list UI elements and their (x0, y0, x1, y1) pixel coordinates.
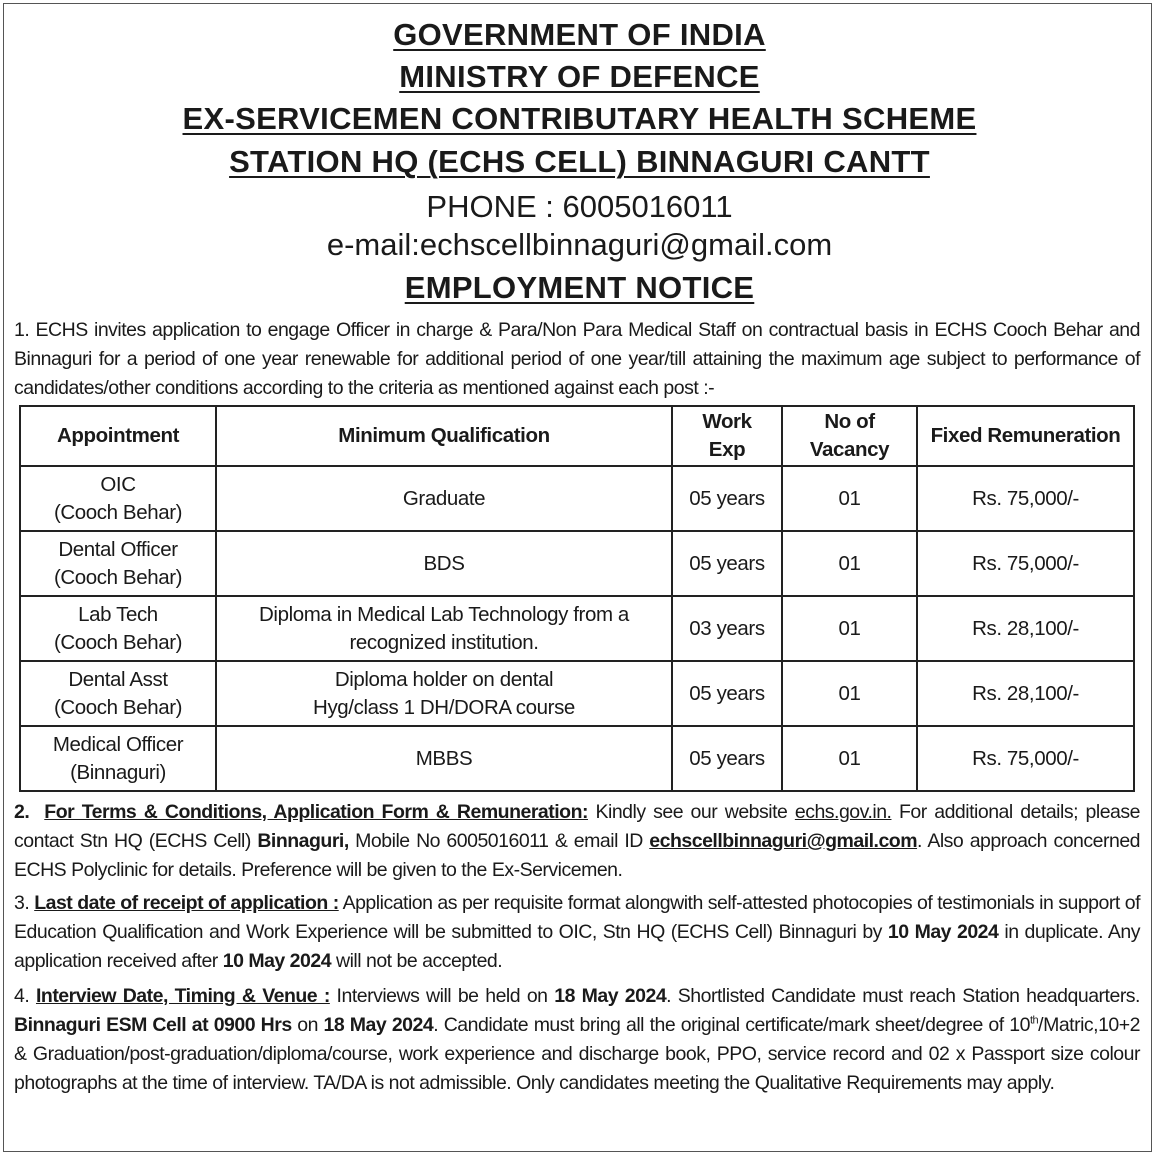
post-name: Dental Officer (58, 537, 178, 561)
col-work-exp-line2: Exp (708, 438, 746, 461)
cell-appointment (20, 661, 216, 726)
table-row (20, 726, 1134, 791)
qualification-line1: Diploma in Medical Lab Technology from a (259, 602, 629, 626)
para2-text-4: . Also approach concerned ECHS Polyclinic for details. Preference will be given to the Ex-Servicemen. (14, 830, 1141, 881)
post-location: (Cooch Behar) (53, 630, 183, 654)
para4-text-5: /Matric,10+2 & Graduation/post-graduation/diploma/course, work experience and discharge book, PPO, service record and 02 x Passport size colour photographs at the time of interview. TA/DA is not admissible. Only candidates meeting the Qualitative Requirements may apply. (14, 1014, 1140, 1094)
cell-remuneration: Rs. 75,000/- (917, 726, 1134, 791)
col-qualification: Minimum Qualification (216, 406, 672, 466)
cell-work-exp: 05 years (672, 531, 782, 596)
table-row (20, 596, 1134, 661)
cell-qualification (216, 531, 672, 596)
superscript-th: th (1029, 1014, 1039, 1027)
qualification-line2: Hyg/class 1 DH/DORA course (313, 695, 575, 719)
qualification-line1: Diploma holder on dental (334, 667, 554, 691)
table-row (20, 466, 1134, 531)
interview-date-1: 18 May 2024 (554, 985, 667, 1007)
para2-text-3: Mobile No 6005016011 & email ID (348, 830, 650, 852)
cell-vacancy: 01 (782, 466, 917, 531)
cell-vacancy: 01 (782, 661, 917, 726)
header-government: GOVERNMENT OF INDIA (393, 17, 766, 52)
post-name: Medical Officer (52, 732, 184, 756)
para3-text-3: will not be accepted. (331, 950, 503, 972)
post-name: Dental Asst (68, 667, 168, 691)
para4-text-2: . Shortlisted Candidate must reach Station headquarters. (666, 985, 1140, 1007)
interview-venue: Binnaguri ESM Cell at 0900 Hrs (14, 1014, 292, 1036)
header-scheme: EX-SERVICEMEN CONTRIBUTARY HEALTH SCHEME (182, 101, 977, 136)
para3-number: 3. (14, 892, 35, 914)
para4-number: 4. (14, 985, 36, 1007)
post-name: OIC (100, 472, 136, 496)
para2-number: 2. (14, 801, 30, 823)
cell-vacancy: 01 (782, 596, 917, 661)
post-location: (Binnaguri) (70, 760, 166, 784)
para4-text-4: . Candidate must bring all the original certificate/mark sheet/degree of 10 (433, 1014, 1030, 1036)
qualification-line1: MBBS (415, 746, 473, 770)
vacancy-table (19, 405, 1135, 792)
cell-vacancy: 01 (782, 726, 917, 791)
para3-text-1: Application as per requisite format alongwith self-attested photocopies of testimonials in support of Education Qualification and Work Experience will be submitted to OIC, Stn HQ (ECHS Cell) Binnaguri by (14, 892, 1140, 943)
cell-qualification (216, 726, 672, 791)
col-vacancy (782, 406, 917, 466)
cell-vacancy: 01 (782, 531, 917, 596)
cell-qualification (216, 596, 672, 661)
para4-heading: Interview Date, Timing & Venue : (35, 985, 330, 1007)
cell-qualification (216, 466, 672, 531)
cell-remuneration: Rs. 28,100/- (917, 661, 1134, 726)
header-station: STATION HQ (ECHS CELL) BINNAGURI CANTT (229, 144, 930, 179)
cell-work-exp: 03 years (672, 596, 782, 661)
website-link[interactable]: echs.gov.in. (794, 801, 892, 823)
table-header-row (20, 406, 1134, 466)
qualification-line1: BDS (423, 551, 465, 575)
table-row (20, 531, 1134, 596)
col-vacancy-line1: No of (824, 410, 875, 433)
post-location: (Cooch Behar) (53, 500, 183, 524)
notice-title: EMPLOYMENT NOTICE (404, 270, 755, 305)
cell-appointment (20, 531, 216, 596)
cell-remuneration: Rs. 75,000/- (917, 531, 1134, 596)
paragraph-2 (14, 798, 1140, 885)
post-location: (Cooch Behar) (53, 565, 183, 589)
col-remuneration: Fixed Remuneration (917, 406, 1134, 466)
para2-text-2: For additional details; please contact Stn HQ (ECHS Cell) (14, 801, 1140, 852)
header-ministry: MINISTRY OF DEFENCE (399, 59, 760, 94)
cell-appointment (20, 466, 216, 531)
para2-bold-binnaguri: Binnaguri, (257, 830, 349, 852)
post-name: Lab Tech (78, 602, 158, 626)
col-work-exp-line1: Work (702, 410, 752, 433)
post-location: (Cooch Behar) (53, 695, 183, 719)
cell-work-exp: 05 years (672, 726, 782, 791)
header-phone: PHONE : 6005016011 (426, 189, 733, 224)
para4-text-1: Interviews will be held on (329, 985, 555, 1007)
cell-appointment (20, 596, 216, 661)
cell-qualification (216, 661, 672, 726)
para4-text-3: on (291, 1014, 324, 1036)
last-date-1: 10 May 2024 (887, 921, 999, 943)
paragraph-1: 1. ECHS invites application to engage Officer in charge & Para/Non Para Medical Staff on contractual basis in ECHS Cooch Behar and Binnaguri for a period of one year renewable for additional period of one year/till attaining the maximum age subject to performance of candidates/other conditions according to the criteria as mentioned against each post :- (14, 319, 1140, 399)
col-appointment: Appointment (20, 406, 216, 466)
table-row (20, 661, 1134, 726)
para3-text-2: in duplicate. Any application received after (14, 921, 1140, 972)
paragraph-3 (14, 889, 1140, 976)
qualification-line2: recognized institution. (349, 630, 539, 654)
contact-email-link[interactable]: echscellbinnaguri@gmail.com (649, 830, 918, 852)
last-date-2: 10 May 2024 (222, 950, 332, 972)
header-email: e-mail:echscellbinnaguri@gmail.com (326, 227, 833, 262)
para2-text-1: Kindly see our website (587, 801, 795, 823)
cell-appointment (20, 726, 216, 791)
cell-remuneration: Rs. 75,000/- (917, 466, 1134, 531)
paragraph-4 (14, 982, 1140, 1098)
col-vacancy-line2: Vacancy (809, 438, 890, 461)
interview-date-2: 18 May 2024 (323, 1014, 434, 1036)
cell-remuneration: Rs. 28,100/- (917, 596, 1134, 661)
para3-heading: Last date of receipt of application : (34, 892, 339, 914)
qualification-line1: Graduate (402, 486, 486, 510)
para2-heading: For Terms & Conditions, Application Form & Remuneration: (44, 801, 588, 823)
col-work-exp (672, 406, 782, 466)
cell-work-exp: 05 years (672, 661, 782, 726)
cell-work-exp: 05 years (672, 466, 782, 531)
